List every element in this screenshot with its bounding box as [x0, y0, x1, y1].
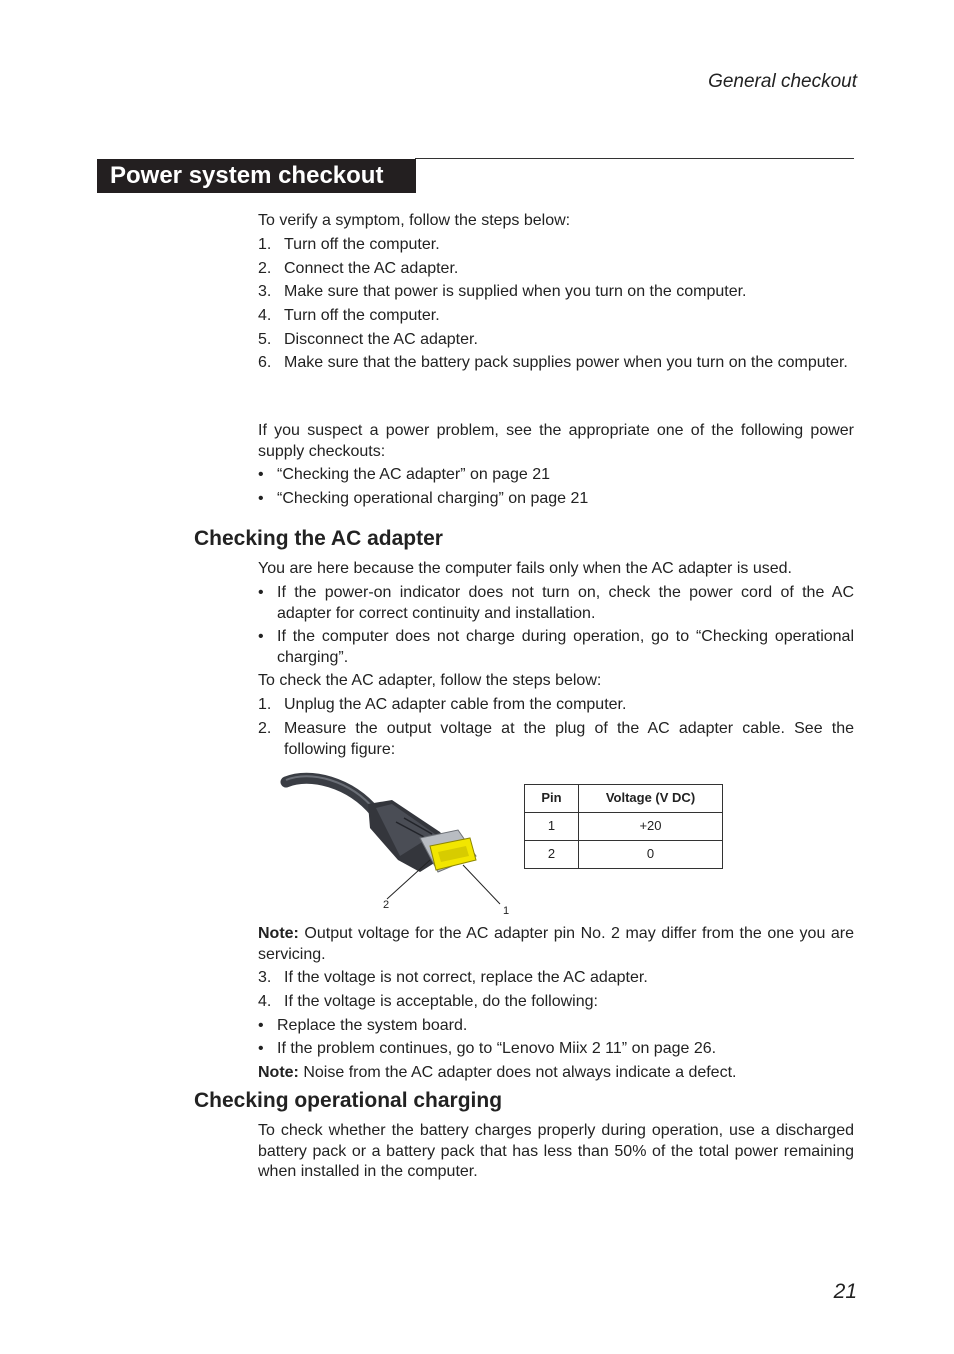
- usb-plug-illustration: [280, 772, 520, 920]
- step-number: 5.: [258, 331, 272, 348]
- subheading-ac-adapter: Checking the AC adapter: [194, 527, 443, 550]
- ac-bullet: [258, 583, 854, 624]
- column-header: Voltage (V DC): [579, 785, 723, 813]
- ac-bullet: [258, 1039, 854, 1060]
- column-header: Pin: [525, 785, 579, 813]
- step-text: Measure the output voltage at the plug of the AC adapter cable. See the following figure:: [284, 720, 854, 758]
- step-number: 3.: [258, 969, 272, 986]
- note-text: Noise from the AC adapter does not always indicate a defect.: [298, 1064, 737, 1081]
- intro-step: [258, 330, 854, 351]
- bullet: •: [258, 490, 264, 507]
- checkout-link[interactable]: “Checking the AC adapter” on page 21: [277, 466, 551, 483]
- suspect-paragraph: If you suspect a power problem, see the appropriate one of the following power supply checkouts:: [258, 422, 854, 460]
- bullet-text: If the power-on indicator does not turn on, check the power cord of the AC adapter for correct continuity and installation.: [277, 584, 854, 622]
- table-header-row: [525, 785, 723, 813]
- step-text: Make sure that power is supplied when you turn on the computer.: [284, 283, 747, 300]
- ac-adapter-plug-figure: [280, 772, 520, 920]
- page-title: Power system checkout: [110, 162, 384, 189]
- ac-bullet: [258, 627, 854, 668]
- charging-paragraph: To check whether the battery charges properly during operation, use a discharged battery pack or a battery pack that has less than 50% of the total power remaining when installed in the computer.: [258, 1122, 854, 1180]
- note-noise: [258, 1063, 854, 1084]
- ac-step: [258, 719, 854, 760]
- step-text: Make sure that the battery pack supplies power when you turn on the computer.: [284, 354, 848, 371]
- table-row: [525, 813, 723, 841]
- checkout-link-item: [258, 465, 854, 486]
- running-header: General checkout: [708, 71, 857, 92]
- step-text: Disconnect the AC adapter.: [284, 331, 478, 348]
- step-number: 4.: [258, 307, 272, 324]
- step-number: 6.: [258, 354, 272, 371]
- intro-step: [258, 306, 854, 327]
- ac-step: [258, 968, 854, 989]
- intro-lead: To verify a symptom, follow the steps below:: [258, 212, 571, 229]
- bullet: •: [258, 466, 264, 483]
- step-text: If the voltage is not correct, replace the AC adapter.: [284, 969, 648, 986]
- step-text: Unplug the AC adapter cable from the computer.: [284, 696, 627, 713]
- step-number: 1.: [258, 236, 272, 253]
- step-number: 2.: [258, 260, 272, 277]
- step-number: 2.: [258, 720, 272, 737]
- step-text: Connect the AC adapter.: [284, 260, 459, 277]
- bullet: •: [258, 628, 264, 645]
- subheading-operational-charging: Checking operational charging: [194, 1089, 503, 1112]
- intro-step: [258, 282, 854, 303]
- bullet: •: [258, 1040, 264, 1057]
- ac-bullet: [258, 1016, 854, 1037]
- title-rule: [415, 158, 854, 159]
- intro-step: [258, 235, 854, 256]
- table-cell: 0: [579, 841, 723, 869]
- bullet: •: [258, 584, 264, 601]
- section-title-bar: [97, 159, 416, 193]
- note-label: Note:: [258, 925, 299, 942]
- bullet: •: [258, 1017, 264, 1034]
- table-cell: +20: [579, 813, 723, 841]
- step-number: 4.: [258, 993, 272, 1010]
- note-text: Output voltage for the AC adapter pin No. 2 may differ from the one you are servicing.: [258, 925, 854, 963]
- intro-step: [258, 353, 854, 374]
- step-number: 3.: [258, 283, 272, 300]
- bullet-text: If the computer does not charge during operation, go to “Checking operational charging”.: [277, 628, 854, 666]
- step-text: Turn off the computer.: [284, 307, 440, 324]
- ac-step: [258, 695, 854, 716]
- step-number: 1.: [258, 696, 272, 713]
- table-cell: 1: [525, 813, 579, 841]
- step-text: Turn off the computer.: [284, 236, 440, 253]
- pin-voltage-table: [524, 784, 723, 869]
- checkout-link[interactable]: “Checking operational charging” on page 21: [277, 490, 589, 507]
- table-row: [525, 841, 723, 869]
- step-text: If the voltage is acceptable, do the following:: [284, 993, 598, 1010]
- note-label: Note:: [258, 1064, 299, 1081]
- bullet-text: Replace the system board.: [277, 1017, 468, 1034]
- page-number: 21: [833, 1280, 857, 1303]
- ac-step: [258, 992, 854, 1013]
- ac-steps-lead: To check the AC adapter, follow the steps below:: [258, 672, 602, 689]
- checkout-link-item: [258, 489, 854, 510]
- intro-step: [258, 259, 854, 280]
- callout-label-1: 1: [503, 905, 510, 917]
- table-cell: 2: [525, 841, 579, 869]
- callout-label-2: 2: [383, 899, 390, 911]
- ac-lead: You are here because the computer fails only when the AC adapter is used.: [258, 560, 792, 577]
- note-pin2: [258, 924, 854, 965]
- bullet-text[interactable]: If the problem continues, go to “Lenovo Miix 2 11” on page 26.: [277, 1040, 717, 1057]
